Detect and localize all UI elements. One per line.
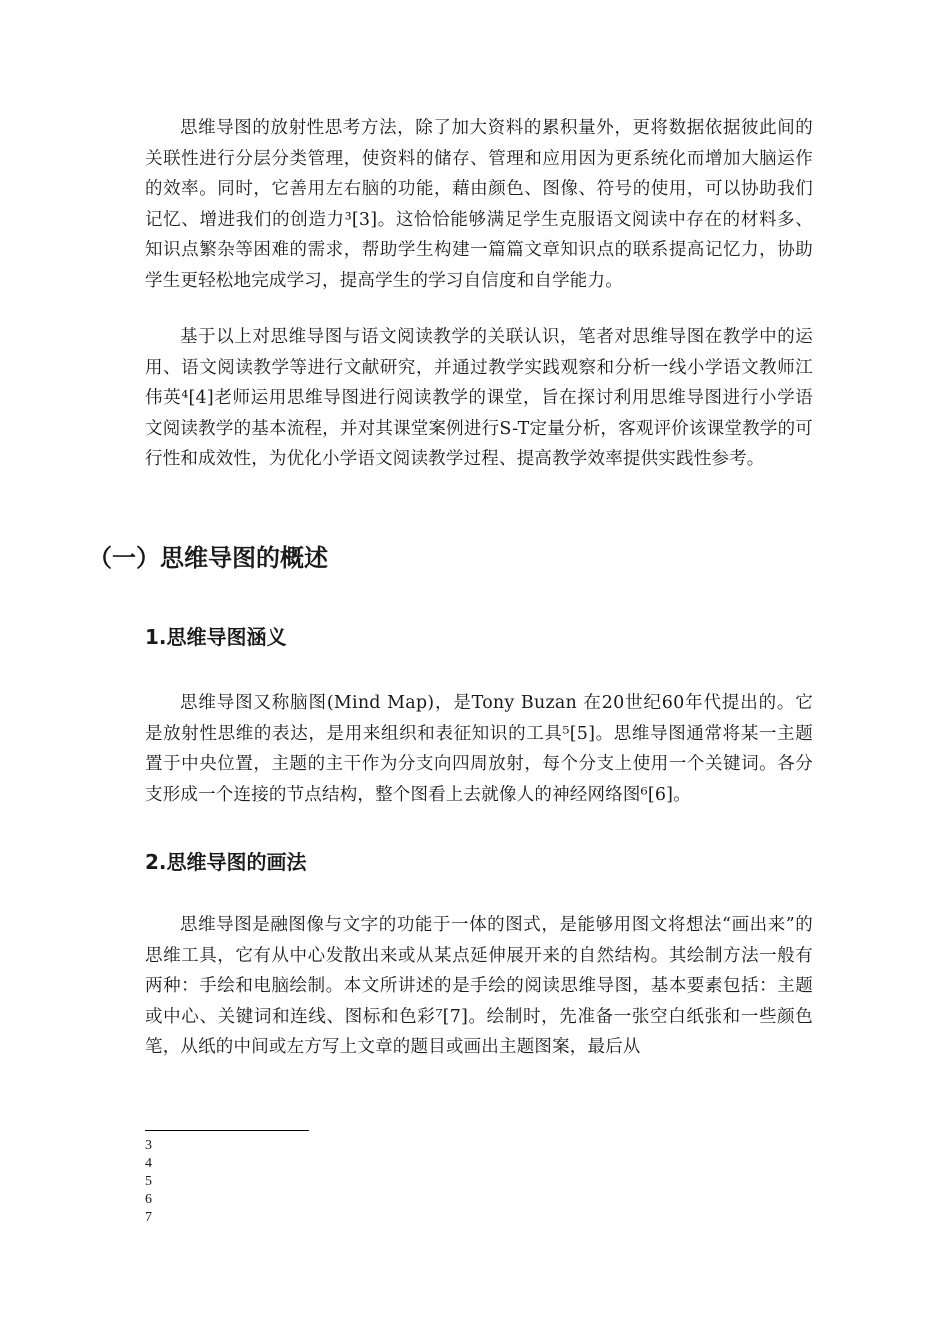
intro-paragraph-1: 思维导图的放射性思考方法，除了加大资料的累积量外，更将数据依据彼此间的关联性进行分层分类管理，使资料的储存、管理和应用因为更系统化而增加大脑运作的效率。同时，它善用左右脑的功能，藉由颜色、图像、符号的使用，可以协助我们记忆、增进我们的创造力³[3]。这恰恰能够满足学生克服语文阅读中存在的材料多、知识点繁杂等困难的需求，帮助学生构建一篇篇文章知识点的联系提高记忆力，协助学生更轻松地完成学习，提高学生的学习自信度和自学能力。 [145, 118, 813, 291]
footnote-item: 5 [145, 1174, 152, 1189]
footnote-list [145, 1137, 152, 1227]
subsection-1-paragraph: 思维导图又称脑图(Mind Map)，是Tony Buzan 在20世纪60年代提出的。它是放射性思维的表达，是用来组织和表征知识的工具⁵[5]。思维导图通常将某一主题置于中央位置，主题的主干作为分支向四周放射，每个分支上使用一个关键词。各分支形成一个连接的节点结构，整个图看上去就像人的神经网络图⁶[6]。 [145, 693, 813, 805]
footnote-item: 6 [145, 1192, 152, 1207]
footnote-item: 7 [145, 1210, 152, 1225]
intro-paragraph-2: 基于以上对思维导图与语文阅读教学的关联认识，笔者对思维导图在教学中的运用、语文阅读教学等进行文献研究，并通过教学实践观察和分析一线小学语文教师江伟英⁴[4]老师运用思维导图进行阅读教学的课堂，旨在探讨利用思维导图进行小学语文阅读教学的基本流程，并对其课堂案例进行S-T定量分析，客观评价该课堂教学的可行性和成效性，为优化小学语文阅读教学过程、提高教学效率提供实践性参考。 [145, 327, 813, 469]
subsection-1-heading: 1.思维导图涵义 [145, 625, 287, 649]
subsection-2-heading: 2.思维导图的画法 [145, 850, 307, 874]
footnote-separator [145, 1130, 309, 1131]
subsection-2-paragraph: 思维导图是融图像与文字的功能于一体的图式，是能够用图文将想法“画出来”的思维工具，它有从中心发散出来或从某点延伸展开来的自然结构。其绘制方法一般有两种：手绘和电脑绘制。本文所讲述的是手绘的阅读思维导图，基本要素包括：主题或中心、关键词和连线、图标和色彩⁷[7]。绘制时，先准备一张空白纸张和一些颜色笔，从纸的中间或左方写上文章的题目或画出主题图案，最后从 [145, 915, 813, 1057]
footnote-item: 3 [145, 1138, 152, 1153]
footnote-item: 4 [145, 1156, 152, 1171]
section-heading: （一）思维导图的概述 [88, 544, 328, 572]
